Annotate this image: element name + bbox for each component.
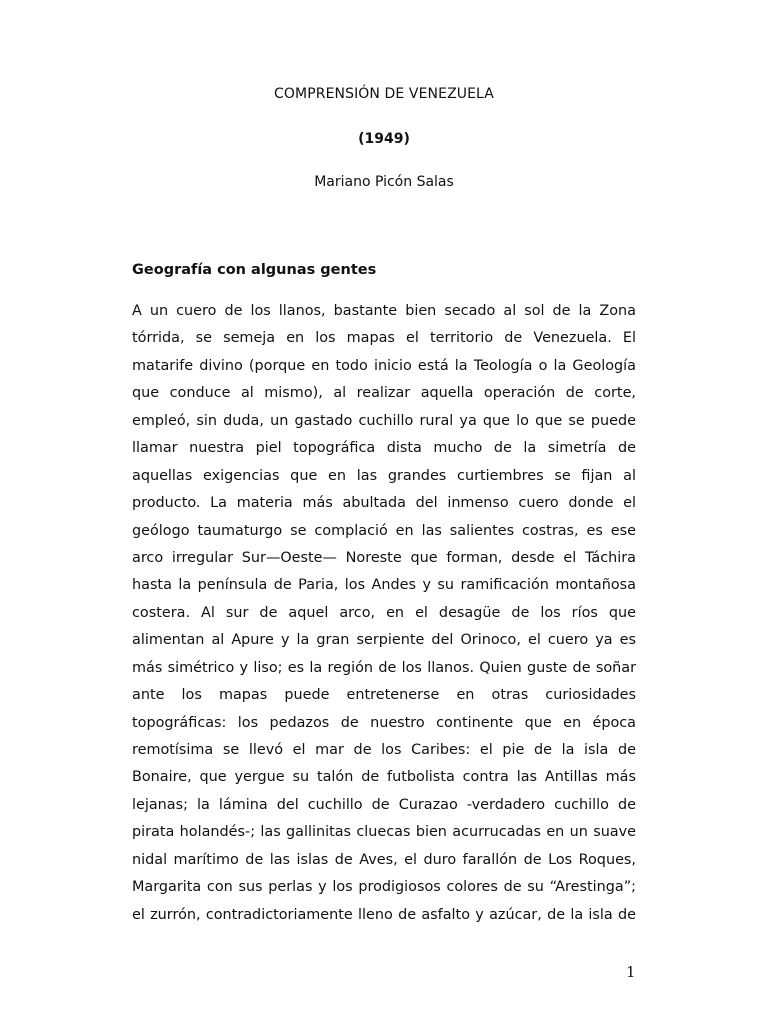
paragraph-line: que conduce al mismo), al realizar aquella operación de corte, bbox=[132, 385, 636, 402]
document-title: COMPRENSIÓN DE VENEZUELA bbox=[274, 86, 494, 102]
paragraph-line: producto. La materia más abultada del inmenso cuero donde el bbox=[132, 495, 636, 512]
document-author: Mariano Picón Salas bbox=[314, 174, 454, 190]
paragraph-line: costera. Al sur de aquel arco, en el desagüe de los ríos que bbox=[132, 604, 636, 621]
paragraph-line: nidal marítimo de las islas de Aves, el duro farallón de Los Roques, bbox=[132, 851, 636, 868]
section-heading: Geografía con algunas gentes bbox=[132, 262, 377, 278]
paragraph-line: llamar nuestra piel topográfica dista mucho de la simetría de bbox=[132, 440, 636, 457]
paragraph-line: A un cuero de los llanos, bastante bien secado al sol de la Zona bbox=[132, 303, 636, 319]
document-year: (1949) bbox=[358, 131, 410, 147]
paragraph-line: topográficas: los pedazos de nuestro continente que en época bbox=[132, 714, 636, 731]
paragraph-line: aquellas exigencias que en las grandes curtiembres se fijan al bbox=[132, 467, 636, 484]
paragraph-line: remotísima se llevó el mar de los Caribes: el pie de la isla de bbox=[132, 742, 636, 758]
paragraph-line: tórrida, se semeja en los mapas el territorio de Venezuela. El bbox=[132, 330, 636, 347]
paragraph-line: matarife divino (porque en todo inicio está la Teología o la Geología bbox=[132, 357, 636, 374]
paragraph-line: Bonaire, que yergue su talón de futbolista contra las Antillas más bbox=[132, 769, 636, 786]
paragraph-line: ante los mapas puede entretenerse en otras curiosidades bbox=[132, 687, 636, 704]
paragraph-line: pirata holandés-; las gallinitas cluecas bien acurrucadas en un suave bbox=[132, 824, 636, 841]
paragraph-line: Margarita con sus perlas y los prodigiosos colores de su “Arestinga”; bbox=[132, 879, 636, 896]
paragraph-line: más simétrico y liso; es la región de los llanos. Quien guste de soñar bbox=[132, 659, 636, 676]
paragraph-line: alimentan al Apure y la gran serpiente del Orinoco, el cuero ya es bbox=[132, 632, 636, 649]
paragraph-line: arco irregular Sur—Oeste— Noreste que forman, desde el Táchira bbox=[132, 549, 636, 566]
paragraph-line: lejanas; la lámina del cuchillo de Curazao -verdadero cuchillo de bbox=[132, 796, 636, 813]
paragraph-line: geólogo taumaturgo se complació en las salientes costras, es ese bbox=[132, 522, 636, 539]
paragraph-line: empleó, sin duda, un gastado cuchillo rural ya que lo que se puede bbox=[132, 412, 636, 429]
page-number: 1 bbox=[626, 963, 636, 981]
body-paragraph bbox=[132, 303, 636, 934]
paragraph-line: hasta la península de Paria, los Andes y su ramificación montañosa bbox=[132, 577, 636, 594]
paragraph-line: el zurrón, contradictoriamente lleno de asfalto y azúcar, de la isla de bbox=[132, 906, 636, 923]
